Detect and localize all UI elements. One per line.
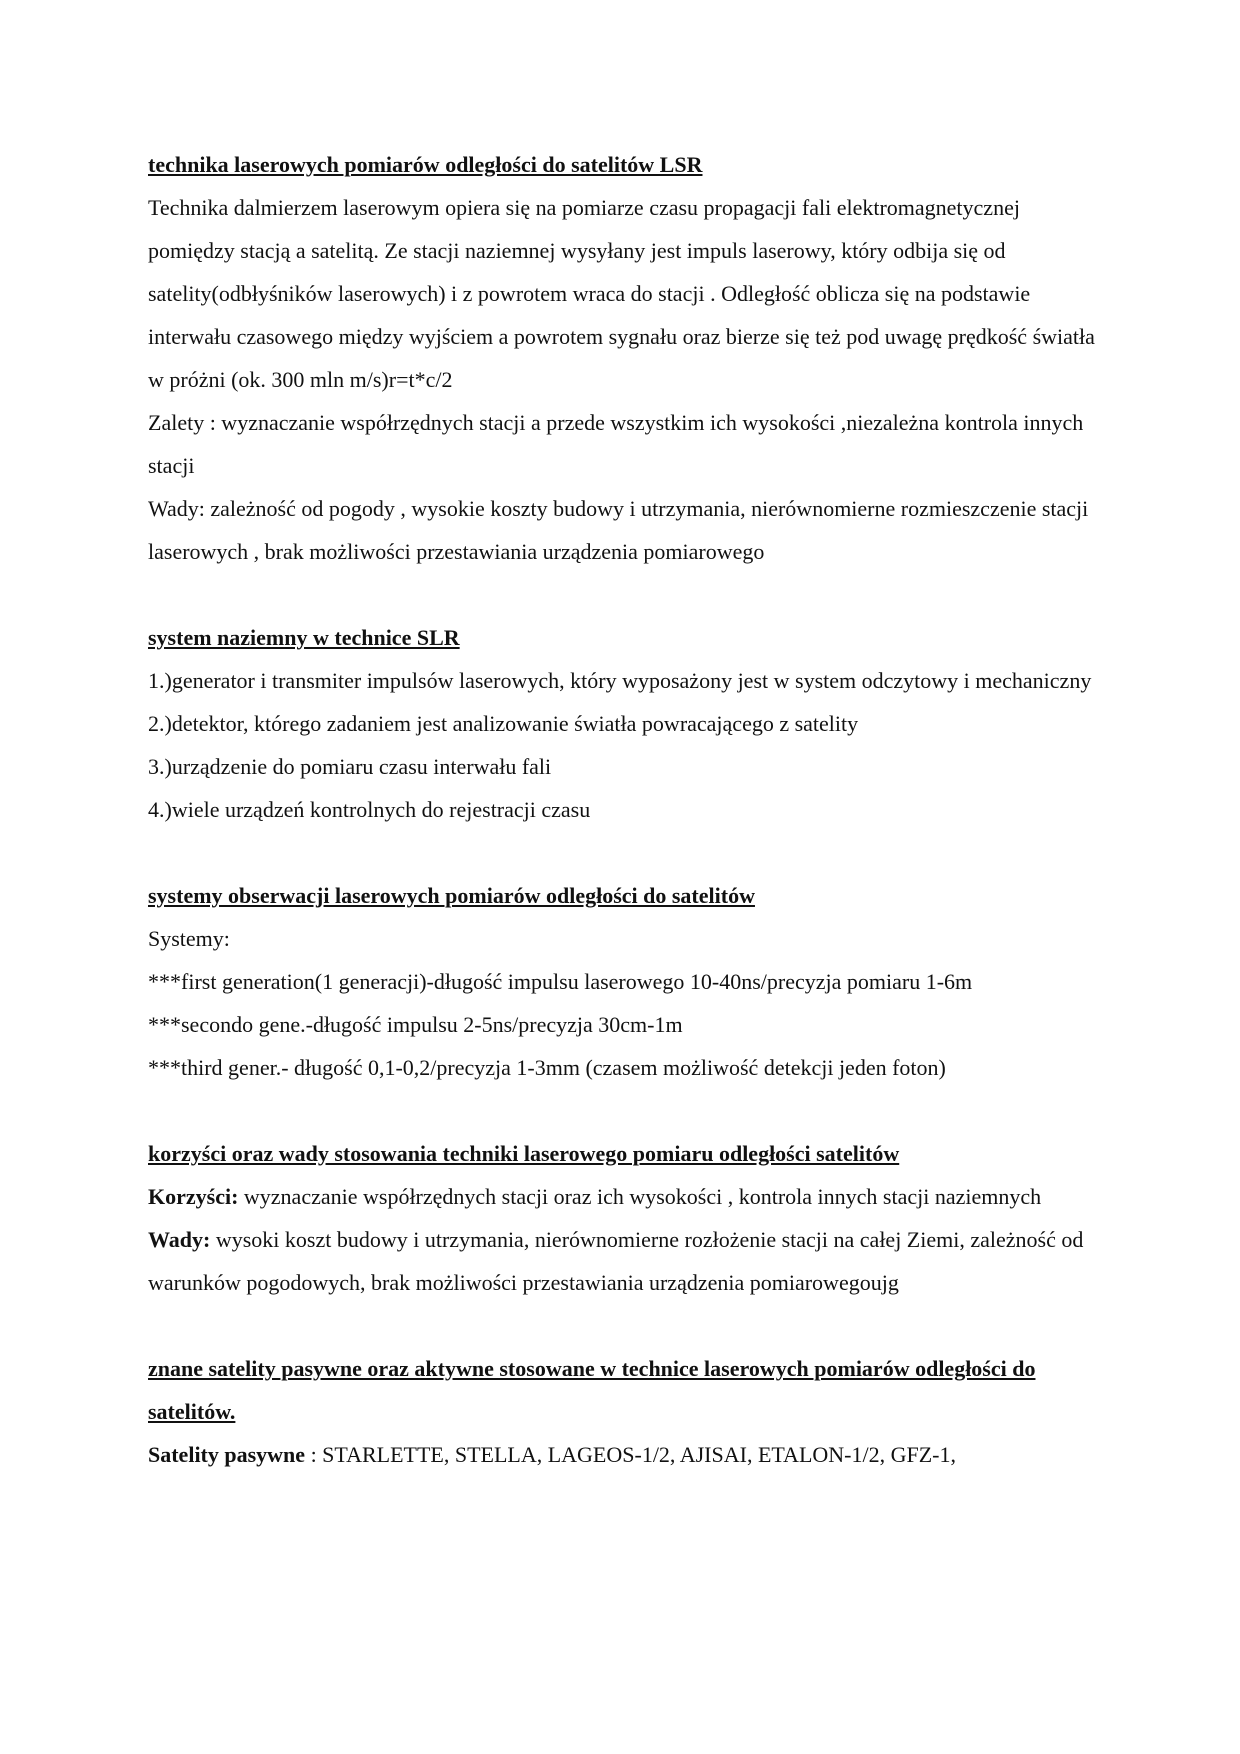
list-item: ***third gener.- długość 0,1-0,2/precyzja 1-3mm (czasem możliwość detekcji jeden foton) <box>148 1055 946 1080</box>
pros-text: wyznaczanie współrzędnych stacji oraz ich wysokości , kontrola innych stacji naziemnych <box>238 1184 1042 1209</box>
section-spacer <box>148 573 1108 616</box>
list-item: 4.)wiele urządzeń kontrolnych do rejestracji czasu <box>148 797 591 822</box>
lsr-advantages: Zalety : wyznaczanie współrzędnych stacji a przede wszystkim ich wysokości ,niezależna kontrola innych stacji <box>148 410 1084 478</box>
list-item: ***first generation(1 generacji)-długość impulsu laserowego 10-40ns/precyzja pomiaru 1-6m <box>148 969 973 994</box>
section-spacer <box>148 831 1108 874</box>
lsr-description: Technika dalmierzem laserowym opiera się na pomiarze czasu propagacji fali elektromagnetycznej pomiędzy stacją a satelitą. Ze stacji naziemnej wysyłany jest impuls laserowy, który odbija się od satelity(odbłyśników laserowych) i z powrotem wraca do stacji . Odległość oblicza się na podstawie interwału czasowego między wyjściem a powrotem sygnału oraz bierze się też pod uwagę prędkość światła w próżni (ok. 300 mln m/s)r=t*c/2 <box>148 195 1095 392</box>
section-spacer <box>148 1304 1108 1347</box>
section-heading-pros-cons: korzyści oraz wady stosowania techniki laserowego pomiaru odległości satelitów <box>148 1141 900 1166</box>
lsr-disadvantages: Wady: zależność od pogody , wysokie koszty budowy i utrzymania, nierównomierne rozmieszczenie stacji laserowych , brak możliwości przestawiania urządzenia pomiarowego <box>148 496 1089 564</box>
list-item: 2.)detektor, którego zadaniem jest analizowanie światła powracającego z satelity <box>148 711 859 736</box>
cons-text: wysoki koszt budowy i utrzymania, nierównomierne rozłożenie stacji na całej Ziemi, zależność od warunków pogodowych, brak możliwości przestawiania urządzenia pomiarowegoujg <box>148 1227 1084 1295</box>
document-content <box>148 143 1108 1476</box>
passive-text: : STARLETTE, STELLA, LAGEOS-1/2, AJISAI, ETALON-1/2, GFZ-1, <box>305 1442 956 1467</box>
cons-paragraph <box>148 1218 1108 1304</box>
section-spacer <box>148 1089 1108 1132</box>
passive-label: Satelity pasywne <box>148 1442 306 1467</box>
section-heading-observation-systems: systemy obserwacji laserowych pomiarów odległości do satelitów <box>148 883 755 908</box>
pros-paragraph <box>148 1175 1108 1218</box>
pros-label: Korzyści: <box>148 1184 239 1209</box>
list-item: 1.)generator i transmiter impulsów laserowych, który wyposażony jest w system odczytowy i mechaniczny <box>148 668 1092 693</box>
section-heading-lsr: technika laserowych pomiarów odległości do satelitów LSR <box>148 152 703 177</box>
passive-satellites <box>148 1433 1108 1476</box>
systems-intro: Systemy: <box>148 926 230 951</box>
list-item: 3.)urządzenie do pomiaru czasu interwału fali <box>148 754 552 779</box>
section-heading-ground-system: system naziemny w technice SLR <box>148 625 460 650</box>
list-item: ***secondo gene.-długość impulsu 2-5ns/precyzja 30cm-1m <box>148 1012 683 1037</box>
section-heading-known-satellites: znane satelity pasywne oraz aktywne stosowane w technice laserowych pomiarów odległości do satelitów. <box>148 1356 1036 1424</box>
cons-label: Wady: <box>148 1227 211 1252</box>
